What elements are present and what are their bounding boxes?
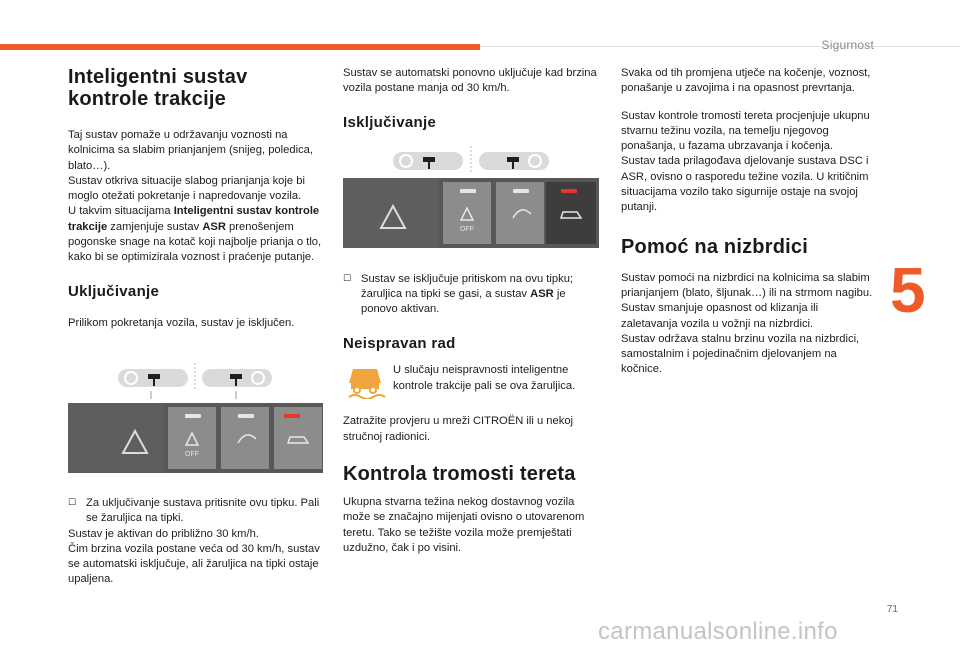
paragraph: Sustav se automatski ponovno uključuje kad brzina vozila postane manja od 30 km/h. [343, 67, 597, 95]
paragraph: Čim brzina vozila postane veća od 30 km/h, sustav se automatski isključuje, ali žaruljica na tipki ostaje upaljena. [68, 542, 320, 586]
section-heading: Inteligentni sustav kontrole trakcije [68, 66, 248, 110]
paragraph: Taj sustav pomaže u održavanju voznosti na kolnicima sa slabim prianjanjem (snijeg, poledica, blato…). [68, 129, 313, 172]
subheading: Uključivanje [68, 282, 160, 300]
paragraph: Ukupna stvarna težina nekog dostavnog vozila može se značajno mijenjati ovisno o utovarenom teretu. Tako se težište vozila može premještati uzdužno, čak i po visini. [343, 496, 585, 554]
paragraph: Sustav pomoći na nizbrdici na kolnicima sa slabim prianjanjem (blato, šljunak…) ili na strmom nagibu. [621, 271, 873, 299]
section-heading: Pomoć na nizbrdici [621, 235, 808, 258]
button-panel-off-illustration [343, 144, 599, 262]
bullet-item: ☐ Za uključivanje sustava pritisnite ovu tipku. Pali se žaruljica na tipki. [68, 496, 323, 527]
chapter-number: 5 [890, 254, 926, 326]
paragraph: Sustav otkriva situacije slabog prianjanja koje bi moglo otežati pokretanje i napredovanje vozila. [68, 174, 305, 203]
watermark: carmanualsonline.info [598, 618, 838, 645]
button-panel-on-illustration [68, 361, 323, 486]
header-rule [480, 46, 960, 47]
section-title: Sigurnost [821, 38, 874, 52]
traction-warning-icon [343, 363, 387, 399]
paragraph: Sustav održava stalnu brzinu vozila na nizbrdici, samostalnim i pojedinačnim djelovanjem na kočnice. [621, 332, 860, 376]
warning-row [343, 363, 599, 399]
checkbox-bullet-icon: ☐ [68, 497, 77, 508]
paragraph: Sustav je aktivan do približno 30 km/h. [68, 527, 259, 540]
svg-text:OFF: OFF [185, 450, 199, 458]
paragraph: Sustav tada prilagođava djelovanje sustava DSC i ASR, ovisno o rasporedu težine vozila. U kritičnim situacijama vozilo tako sigurnije ostaje na svojoj putanji. [621, 155, 869, 214]
paragraph: U takvim situacijama Inteligentni sustav kontrole trakcije zamjenjuje sustav ASR prenošenjem pogonske snage na kotač koji najbolje prianja o tlo, kako bi se optimizirala voznost i praćenje putanje. [68, 205, 322, 264]
column-middle [343, 66, 599, 556]
paragraph: Svaka od tih promjena utječe na kočenje, voznost, ponašanje u zavojima i na opasnost prevrtanja. [621, 67, 871, 95]
paragraph: Sustav kontrole tromosti tereta procjenjuje ukupnu stvarnu težinu vozila, na temelju njegovog ponašanja, u fazama ubrzavanja i kočenja. [621, 109, 870, 153]
checkbox-bullet-icon: ☐ [343, 273, 352, 284]
column-left [68, 66, 323, 588]
page-number: 71 [886, 604, 898, 615]
paragraph: Zatražite provjeru u mreži CITROËN ili u nekoj stručnoj radionici. [343, 415, 574, 443]
paragraph: U slučaju neispravnosti inteligentne kontrole trakcije pali se ova žaruljica. [393, 364, 576, 392]
column-right [621, 66, 877, 378]
svg-text:OFF: OFF [460, 225, 474, 233]
paragraph: Sustav smanjuje opasnost od klizanja ili zaletavanja vozila u vožnji na nizbrdici. [621, 302, 819, 330]
subheading: Neispravan rad [343, 335, 456, 353]
header-accent-bar [0, 44, 480, 50]
section-heading: Kontrola tromosti tereta [343, 463, 576, 486]
subheading: Isključivanje [343, 113, 437, 131]
paragraph: Prilikom pokretanja vozila, sustav je isključen. [68, 316, 295, 329]
bullet-item: ☐ Sustav se isključuje pritiskom na ovu tipku; žaruljica na tipki se gasi, a sustav ASR je ponovo aktivan. [343, 272, 599, 318]
